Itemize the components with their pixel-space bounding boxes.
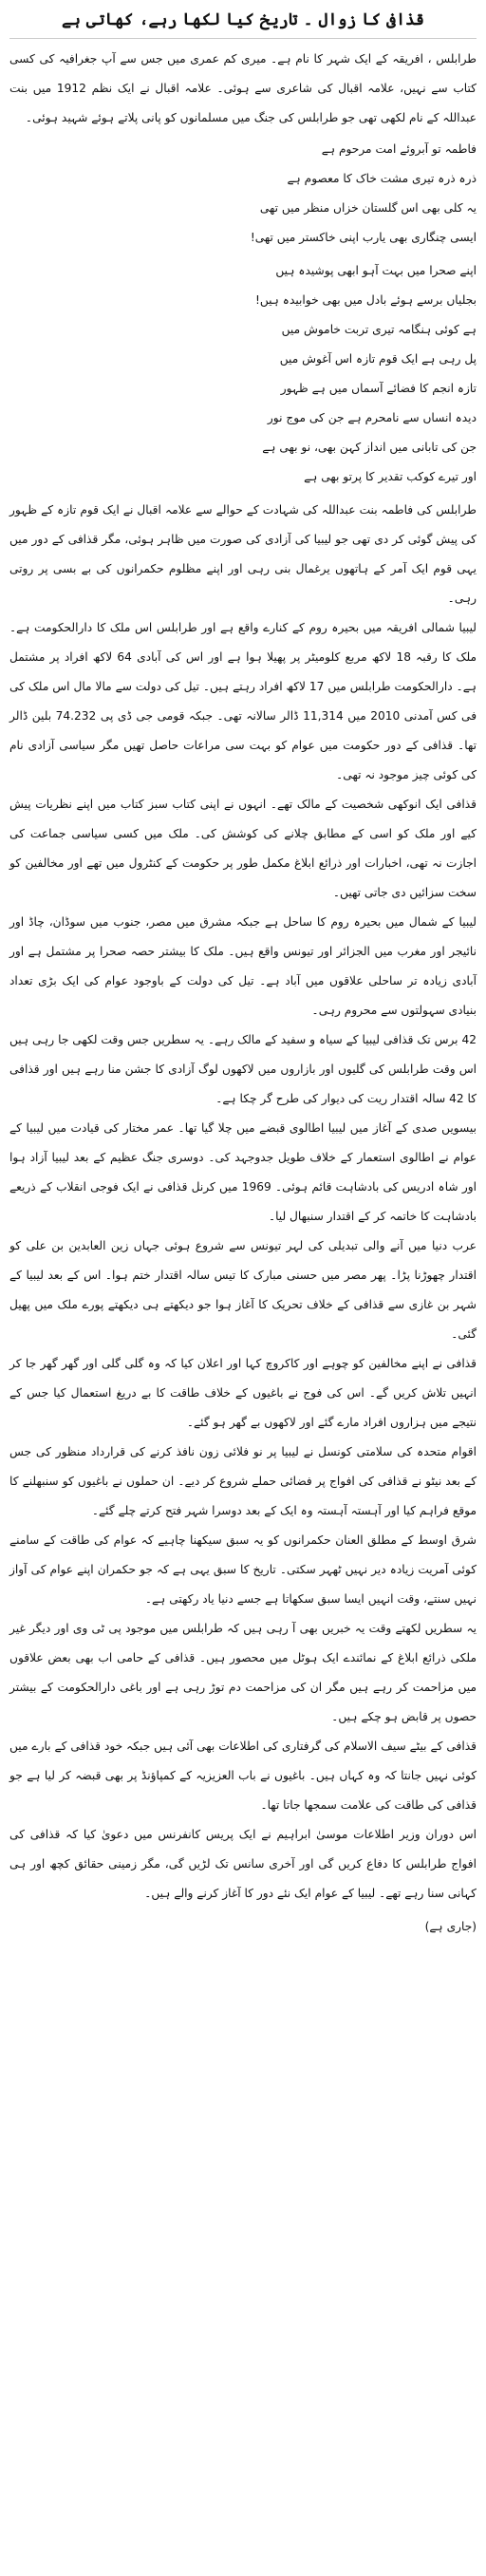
poem-verse: ایسی چنگاری بھی یارب اپنی خاکستر میں تھی!	[250, 231, 477, 244]
body-paragraph: اقوام متحدہ کی سلامتی کونسل نے لیبیا پر نو فلائی زون نافذ کرنے کی قرارداد منظور کی جس کے بعد نیٹو نے قذافی کی افواج پر فضائی حملے شروع کر دیے۔ ان حملوں نے باغیوں کو سنبھلنے کا موقع فراہم کیا اور آہستہ آہستہ وہ ایک کے بعد دوسرا شہر فتح کرتے چلے گئے۔	[9, 1445, 477, 1517]
article-headline: قذافی کا زوال ۔ تاریخ کیا لکھا رہے، کھاتی ہے	[9, 6, 477, 39]
body-paragraph: قذافی ایک انوکھی شخصیت کے مالک تھے۔ انہوں نے اپنی کتاب سبز کتاب میں اپنے نظریات پیش کیے اور ملک کو اسی کے مطابق چلانے کی کوشش کی۔ ملک میں کسی سیاسی جماعت کی اجازت نہ تھی، اخبارات اور ذرائع ابلاغ مکمل طور پر حکومت کے کنٹرول میں تھے اور مخالفین کو سخت سزائیں دی جاتی تھیں۔	[9, 798, 477, 899]
body-paragraph: یہ سطریں لکھتے وقت یہ خبریں بھی آ رہی ہیں کہ طرابلس میں موجود پی ٹی وی اور دیگر غیر ملکی ذرائع ابلاغ کے نمائندے ایک ہوٹل میں محصور ہیں۔ قذافی کے حامی اب بھی بعض علاقوں میں مزاحمت کر رہے ہیں مگر ان کی مزاحمت دم توڑ رہی ہے اور باغی دارالحکومت کے بیشتر حصوں پر قابض ہو چکے ہیں۔	[9, 1622, 477, 1723]
poem-verse: پل رہی ہے ایک قوم تازہ اس آغوش میں	[279, 352, 477, 366]
poem-verse: جن کی تابانی میں انداز کہن بھی، نو بھی ہے	[262, 441, 477, 454]
poem-verse: فاطمہ تو آبروئے امت مرحوم ہے	[321, 142, 477, 156]
body-paragraph: اس دوران وزیر اطلاعات موسیٰ ابراہیم نے ایک پریس کانفرنس میں دعویٰ کیا کہ قذافی کی افواج طرابلس کا دفاع کریں گی اور آخری سانس تک لڑیں گی، مگر زمینی حقائق کچھ اور ہی کہانی سنا رہے تھے۔ لیبیا کے عوام ایک نئے دور کا آغاز کرنے والے ہیں۔	[9, 1828, 477, 1900]
body-paragraph: عرب دنیا میں آنے والی تبدیلی کی لہر تیونس سے شروع ہوئی جہاں زین العابدین بن علی کو اقتدار چھوڑنا پڑا۔ پھر مصر میں حسنی مبارک کا تیس سالہ اقتدار ختم ہوا۔ اس کے بعد لیبیا کے شہر بن غازی سے قذافی کے خلاف تحریک کا آغاز ہوا جو دیکھتے ہی دیکھتے پورے ملک میں پھیل گئی۔	[9, 1239, 477, 1341]
body-paragraph: قذافی نے اپنے مخالفین کو چوہے اور کاکروچ کہا اور اعلان کیا کہ وہ گلی گلی اور گھر گھر جا کر انہیں تلاش کریں گے۔ اس کی فوج نے باغیوں کے خلاف طاقت کا بے دریغ استعمال کیا جس کے نتیجے میں ہزاروں افراد مارے گئے اور لاکھوں بے گھر ہو گئے۔	[9, 1357, 477, 1429]
body-paragraph: شرق اوسط کے مطلق العنان حکمرانوں کو یہ سبق سیکھنا چاہیے کہ عوام کی طاقت کے سامنے کوئی آمریت زیادہ دیر نہیں ٹھہر سکتی۔ تاریخ کا سبق یہی ہے کہ جو حکمران اپنے عوام کی آواز نہیں سنتے، وقت انہیں ایسا سبق سکھاتا ہے جسے دنیا یاد رکھتی ہے۔	[9, 1533, 477, 1606]
poem-verse: تازہ انجم کا فضائے آسماں میں ہے ظہور	[280, 382, 477, 395]
poem-verse: یہ کلی بھی اس گلستان خزاں منظر میں تھی	[259, 201, 477, 215]
poem-stanza-1	[9, 135, 477, 253]
body-paragraph: طرابلس کی فاطمہ بنت عبداللہ کی شہادت کے حوالے سے علامہ اقبال نے ایک قوم تازہ کے ظہور کی پیش گوئی کر دی تھی جو لیبیا کی آزادی کی صورت میں ظاہر ہوئی، مگر قذافی کے دور میں یہی قوم ایک آمر کے ہاتھوں یرغمال بنی رہی اور اپنے مظلوم حکمرانوں کی بے بسی پر روتی رہی۔	[9, 503, 477, 605]
poem-verse: بجلیاں برسے ہوئے بادل میں بھی خوابیدہ ہیں!	[254, 293, 477, 307]
body-paragraph: لیبیا کے شمال میں بحیرہ روم کا ساحل ہے جبکہ مشرق میں مصر، جنوب میں سوڈان، چاڈ اور نائیجر اور مغرب میں الجزائر اور تیونس واقع ہیں۔ ملک کا بیشتر حصہ صحرا پر مشتمل ہے اور آبادی زیادہ تر ساحلی علاقوں میں آباد ہے۔ تیل کی دولت کے باوجود عوام کی ایک بڑی تعداد بنیادی سہولتوں سے محروم رہی۔	[9, 915, 477, 1017]
intro-paragraph: طرابلس ، افریقہ کے ایک شہر کا نام ہے۔ میری کم عمری میں جس سے آپ جغرافیہ کی کسی کتاب سے نہیں، علامہ اقبال کی شاعری سے ہوئی۔ علامہ اقبال نے ایک نظم 1912 میں بنت عبداللہ کے نام لکھی تھی جو طرابلس کی جنگ میں مسلمانوں کو پانی پلاتے ہوئے شہید ہوئی۔	[9, 52, 477, 124]
body-paragraph: لیبیا شمالی افریقہ میں بحیرہ روم کے کنارے واقع ہے اور طرابلس اس ملک کا دارالحکومت ہے۔ ملک کا رقبہ 18 لاکھ مربع کلومیٹر پر پھیلا ہوا ہے اور اس کی آبادی 64 لاکھ افراد پر مشتمل ہے۔ دارالحکومت طرابلس میں 17 لاکھ افراد رہتے ہیں۔ تیل کی دولت سے مالا مال اس ملک کی فی کس آمدنی 2010 میں 11,314 ڈالر سالانہ تھی۔ جبکہ قومی جی ڈی پی 74.232 بلین ڈالر تھا۔ قذافی کے دور حکومت میں عوام کو بہت سی مراعات حاصل تھیں مگر سیاسی آزادی نام کی کوئی چیز موجود نہ تھی۔	[9, 621, 477, 781]
body-paragraph: بیسویں صدی کے آغاز میں لیبیا اطالوی قبضے میں چلا گیا تھا۔ عمر مختار کی قیادت میں لیبیا کے عوام نے اطالوی استعمار کے خلاف طویل جدوجہد کی۔ دوسری جنگ عظیم کے بعد لیبیا آزاد ہوا اور شاہ ادریس کی بادشاہت قائم ہوئی۔ 1969 میں کرنل قذافی نے ایک فوجی انقلاب کے ذریعے بادشاہت کا خاتمہ کر کے اقتدار سنبھال لیا۔	[9, 1121, 477, 1223]
poem-verse: ہے کوئی ہنگامہ تیری تربت خاموش میں	[281, 323, 477, 336]
poem-verse: دیدہ انساں سے نامحرم ہے جن کی موج نور	[267, 411, 477, 424]
poem-verse: اپنے صحرا میں بہت آہو ابھی پوشیدہ ہیں	[275, 264, 477, 277]
body-paragraph: قذافی کے بیٹے سیف الاسلام کی گرفتاری کی اطلاعات بھی آئی ہیں جبکہ خود قذافی کے بارے میں کوئی نہیں جانتا کہ وہ کہاں ہیں۔ باغیوں نے باب العزیزیہ کے کمپاؤنڈ پر بھی قبضہ کر لیا ہے جو قذافی کی طاقت کی علامت سمجھا جاتا تھا۔	[9, 1739, 477, 1812]
body-paragraph: 42 برس تک قذافی لیبیا کے سیاہ و سفید کے مالک رہے۔ یہ سطریں جس وقت لکھی جا رہی ہیں اس وقت طرابلس کی گلیوں اور بازاروں میں لاکھوں لوگ آزادی کا جشن منا رہے ہیں اور قذافی کا 42 سالہ اقتدار ریت کی دیوار کی طرح گر چکا ہے۔	[9, 1033, 477, 1105]
poem-verse: ذرہ ذرہ تیری مشت خاک کا معصوم ہے	[287, 172, 477, 185]
poem-stanza-2	[9, 256, 477, 492]
poem-verse: اور تیرے کوکب تقدیر کا پرتو بھی ہے	[304, 470, 477, 483]
continued-note: (جاری ہے)	[424, 1920, 477, 1933]
